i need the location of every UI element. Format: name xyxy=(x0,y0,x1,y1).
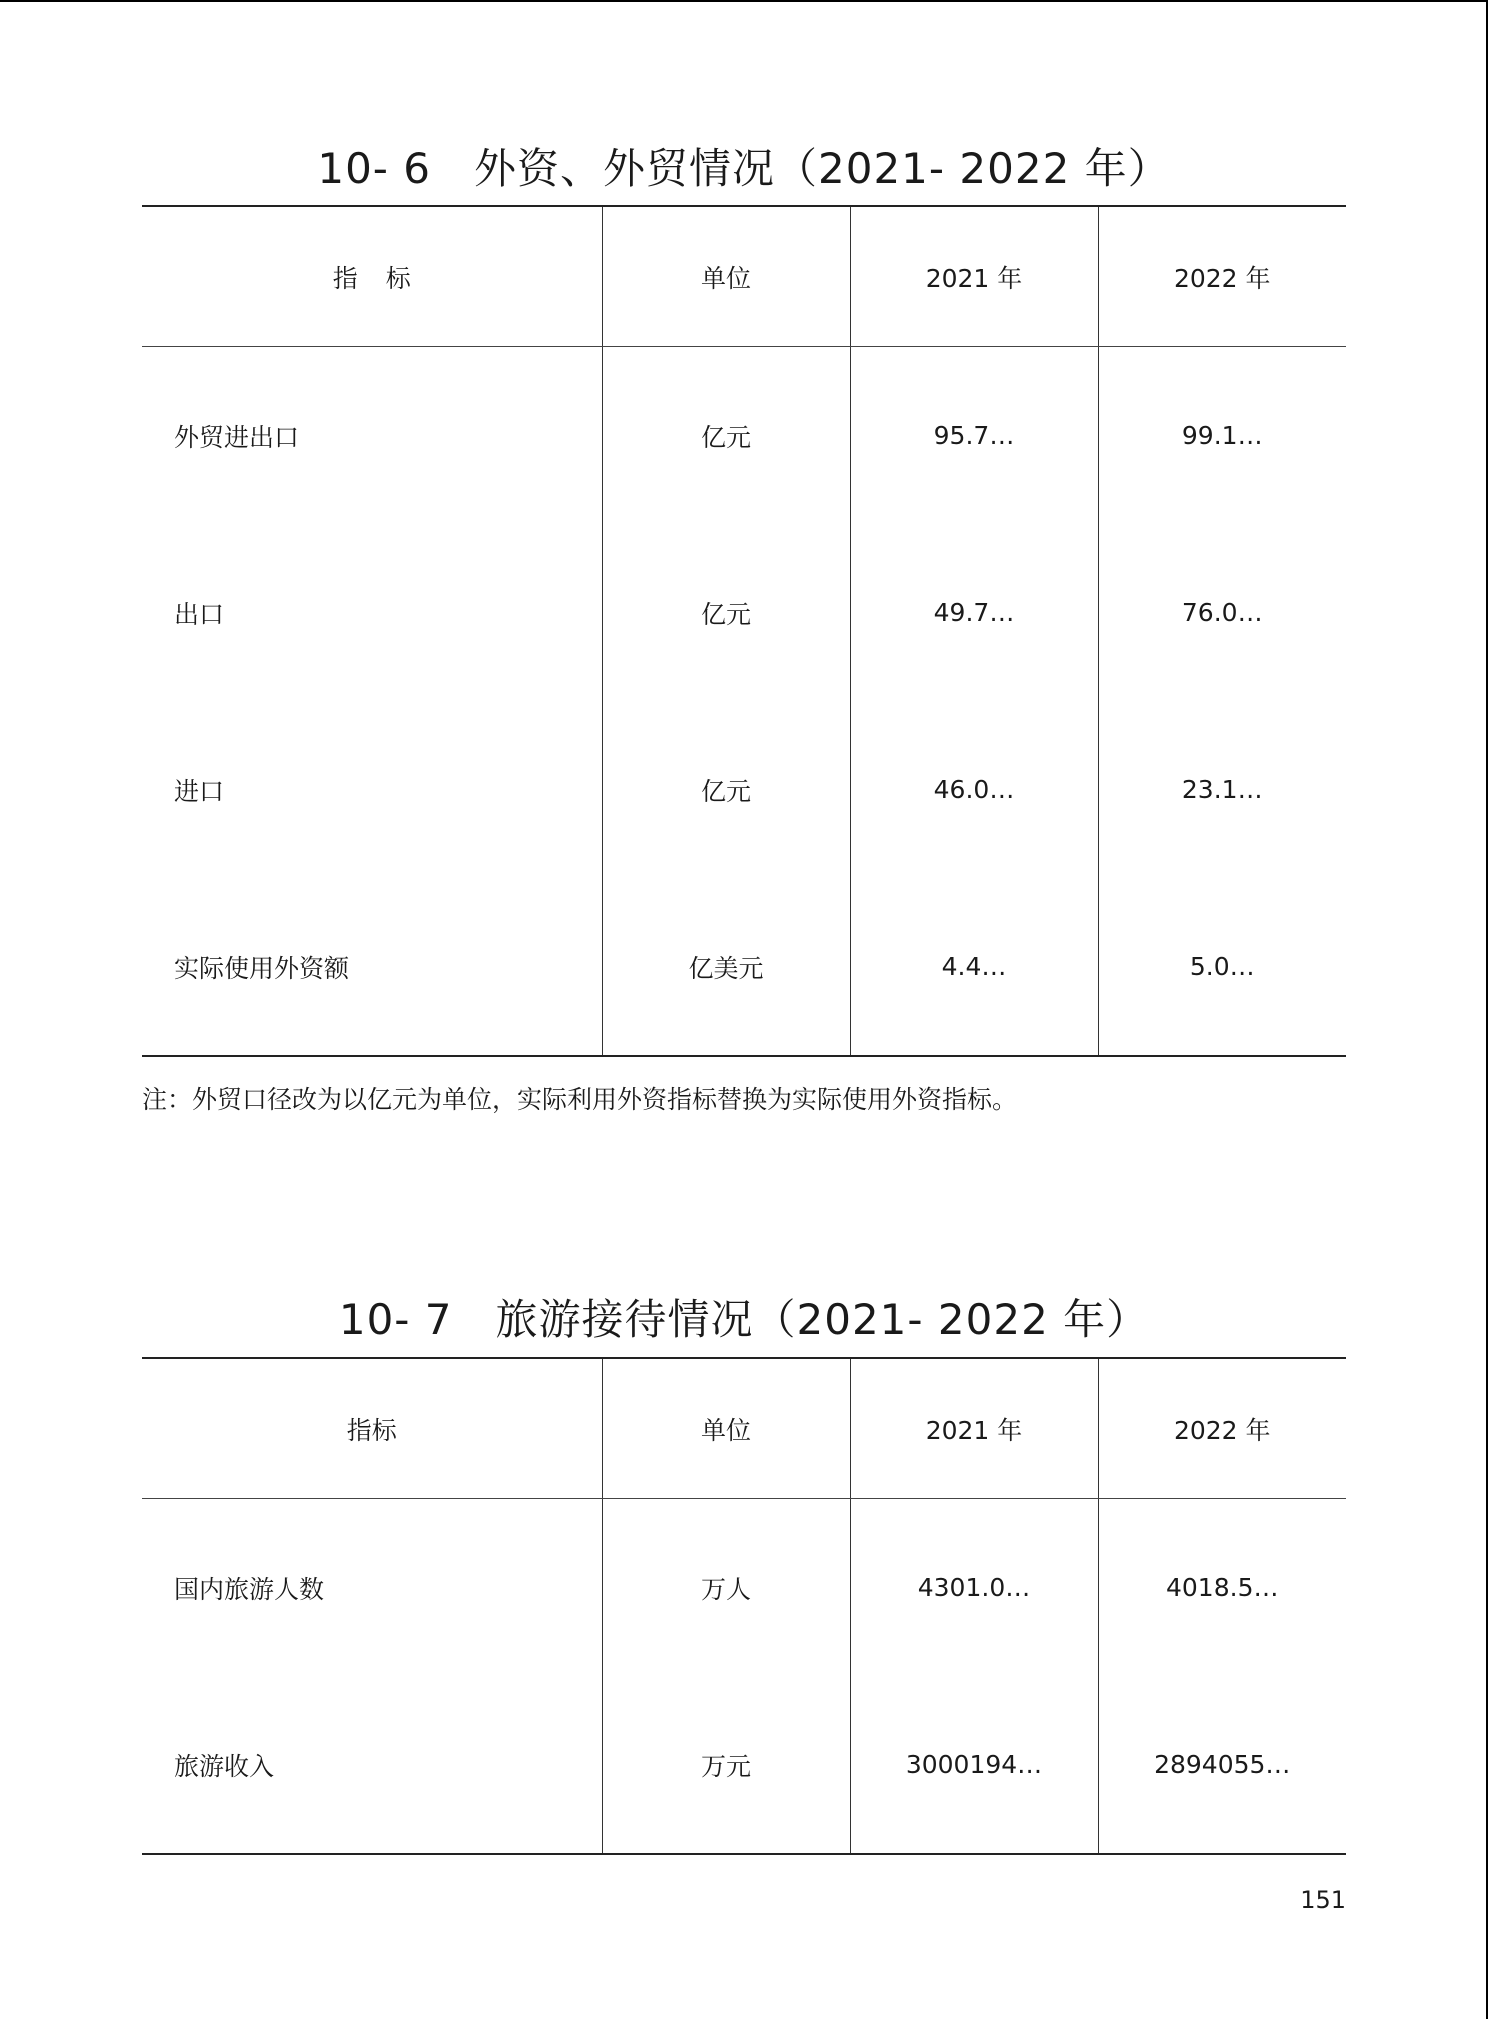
row-value-2021: 49.7… xyxy=(850,524,1098,701)
table-header-row xyxy=(142,206,1346,347)
row-value-2021: 4.4… xyxy=(850,878,1098,1056)
foreign-trade-table xyxy=(142,205,1346,1057)
row-unit: 万人 xyxy=(602,1499,850,1677)
table-note: 注：外贸口径改为以亿元为单位，实际利用外资指标替换为实际使用外资指标。 xyxy=(142,1085,1018,1114)
table-title-tourism: 10- 7 旅游接待情况（2021- 2022 年） xyxy=(338,1295,1150,1344)
row-value-2022: 2894055… xyxy=(1098,1676,1346,1854)
page-border-top xyxy=(0,0,1488,2)
row-name: 外贸进出口 xyxy=(142,347,602,525)
row-value-2022: 4018.5… xyxy=(1098,1499,1346,1677)
header-indicator: 指标 xyxy=(142,206,602,347)
row-name: 进口 xyxy=(142,701,602,878)
header-year-2022: 2022 年 xyxy=(1098,206,1346,347)
table-row xyxy=(142,1676,1346,1854)
header-year-2022: 2022 年 xyxy=(1098,1358,1346,1499)
row-name: 旅游收入 xyxy=(142,1676,602,1854)
row-name: 国内旅游人数 xyxy=(142,1499,602,1677)
row-name: 实际使用外资额 xyxy=(142,878,602,1056)
row-value-2022: 23.1… xyxy=(1098,701,1346,878)
row-value-2021: 4301.0… xyxy=(850,1499,1098,1677)
row-unit: 亿元 xyxy=(602,701,850,878)
table-header-row xyxy=(142,1358,1346,1499)
table-row xyxy=(142,347,1346,525)
row-value-2021: 46.0… xyxy=(850,701,1098,878)
table-row xyxy=(142,524,1346,701)
header-year-2021: 2021 年 xyxy=(850,1358,1098,1499)
row-unit: 亿元 xyxy=(602,524,850,701)
header-unit: 单位 xyxy=(602,1358,850,1499)
header-indicator: 指标 xyxy=(142,1358,602,1499)
row-unit: 亿美元 xyxy=(602,878,850,1056)
header-year-2021: 2021 年 xyxy=(850,206,1098,347)
row-unit: 万元 xyxy=(602,1676,850,1854)
row-value-2021: 3000194… xyxy=(850,1676,1098,1854)
row-value-2022: 99.1… xyxy=(1098,347,1346,525)
table-row xyxy=(142,701,1346,878)
row-value-2022: 5.0… xyxy=(1098,878,1346,1056)
table-title-foreign-trade: 10- 6 外资、外贸情况（2021- 2022 年） xyxy=(317,144,1171,193)
page-number: 151 xyxy=(1300,1886,1346,1914)
table-row xyxy=(142,878,1346,1056)
tourism-table xyxy=(142,1357,1346,1855)
row-name: 出口 xyxy=(142,524,602,701)
row-value-2021: 95.7… xyxy=(850,347,1098,525)
row-value-2022: 76.0… xyxy=(1098,524,1346,701)
table-row xyxy=(142,1499,1346,1677)
row-unit: 亿元 xyxy=(602,347,850,525)
header-unit: 单位 xyxy=(602,206,850,347)
